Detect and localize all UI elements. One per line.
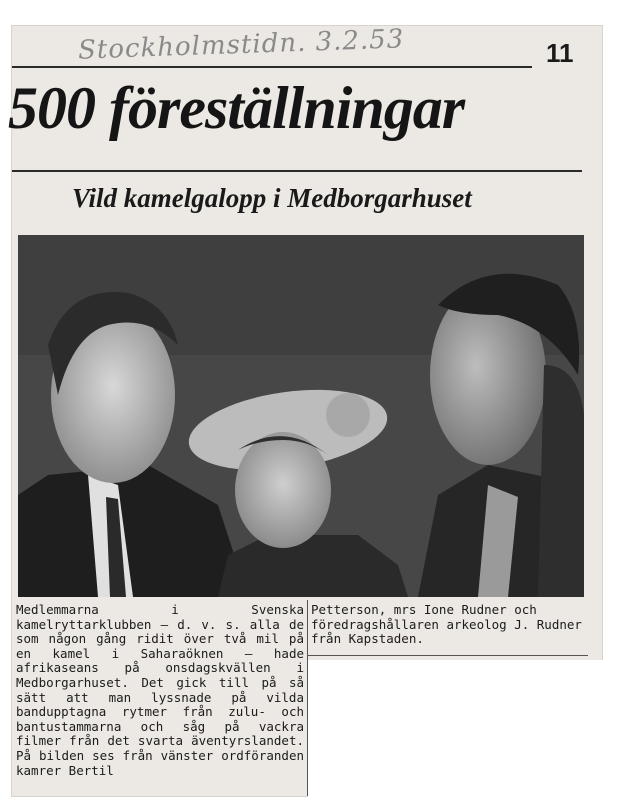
photograph-three-people	[18, 235, 584, 597]
page-number: 11	[546, 38, 574, 68]
headline: 500 föreställningar	[8, 75, 465, 141]
caption-left-column	[16, 603, 304, 778]
column-divider	[307, 600, 308, 796]
headline-rule	[12, 170, 582, 172]
top-rule	[12, 66, 532, 68]
caption-right-text: Petterson, mrs Ione Rudner och föredragshållaren arkeolog J. Rudner från Kapstaden.	[311, 602, 582, 647]
cut-area	[308, 660, 608, 800]
caption-right-column	[311, 603, 593, 647]
handwritten-note: Stockholmstidn. 3.2.53	[77, 24, 405, 66]
caption-left-text: Medlemmarna i Svenska kamelryttarklubben — d. v. s. alla de som någon gång ridit över två mil på en kamel i Saharaöknen — hade afrikaseans på onsdagskvällen i Medborgarhuset. Det gick till på så sätt att man lyssnade på vilda bandupptagna rytmer från zulu- och bantustammarna och såg på vackra filmer från det svarta äventyrslandet. På bilden ses från vänster ordföranden kamrer Bertil	[16, 602, 304, 778]
caption-bottom-rule	[308, 655, 588, 656]
photograph	[18, 235, 584, 597]
subheadline: Vild kamelgalopp i Medborgarhuset	[72, 183, 472, 213]
